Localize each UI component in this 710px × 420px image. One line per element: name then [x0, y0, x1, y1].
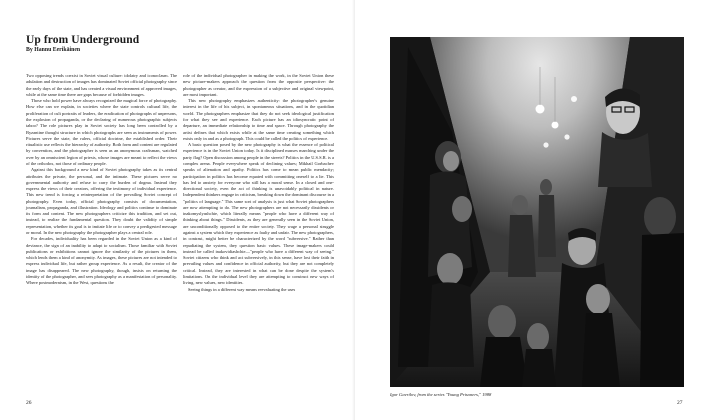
- paragraph: A basic question posed by the new photography is what the essence of political experience is in the Soviet Union today. Is it disciplined masses marching under the party flag? Open discussion among people in the streets? Politics in the U.S.S.R. is a complex arena. People everywhere speak of declining values; Mikhail Gorbachev speaks of alienation and apathy. Politics has come to mean public mendacity; participation in politics has become equated with committing oneself to a lie. This has led to anxiety for everyone who still has a moral sense. In a closed and one-directional society, even the act of thinking is unavoidably political in nature. Independent thinkers engage in criticism, breaking down the dominant discourse in a "politics of language." This same sort of analysis is just what Soviet photographers are now attempting to do. The new photographers are not necessarily dissidents or inakomyslyashchie, which literally means "people who have a different way of thinking about things." Dissidents, as they are generally seen in the Soviet Union, are unconditionally opposed to the entire society. They wage a personal struggle against a system which they experience as faulty and unfair. The new photographers, in contrast, might better be characterized by the word "subversive." Rather than repudiating the system, they question basic values. These image-makers could instead be called inakovidiashchie—"people who have a different way of seeing." Soviet citizens who think and act subversively, in this sense, have lost their faith in prevailing values and confidence in official authority, but they are not completely critical. Instead, they are interested in what can be done despite the system's limitations. On the individual level they are attempting to construct new ways of living, new values, new identities.: [183, 142, 334, 286]
- text-column-1: [26, 73, 177, 287]
- paragraph: Those who hold power have always recognized the magical force of photography. How else can we explain, in societies where the state controls cultural life, the proliferation of cult portraits of leaders, the eradication of photographs of unpersons, the explosion of propaganda, or the declaring of numerous photographic subjects taboo? The role pictures play in Soviet society has long been controlled by a Byzantine thought structure in which photographs are seen as instruments of power. Pictures serve the state, the rulers, official doctrine, the established order. Their ritualistic use reflects the hierarchy of authority. Both form and content are regulated by convention, and the photographer is seen as an anonymous craftsman, watched over by an omniscient legion of priests, whose images are meant to reflect the views of the orthodox, not those of ordinary people.: [26, 98, 177, 166]
- photograph-illustration: [390, 37, 684, 387]
- paragraph: role of the individual photographer in making the work, in the Soviet Union these new picture-makers approach the question from the opposite perspective: the photographer as creator, and the expression of a subjective and original viewpoint, are most important.: [183, 73, 334, 97]
- paragraph: Against this background a new kind of Soviet photography takes as its central attributes the private, the personal, and the intimate. These pictures serve no governmental authority and refuse to carry the burden of dogma. Instead they express the views of their creators, offering the testimony of individual experience. This new trend is forcing a reinterpretation of the prevailing Soviet concept of photography. Even today, official photography consists of documentation, journalism, propaganda, and illustration. Ideology and politics continue to dominate its form and content. The new photographers criticize this tradition, and set out, instead, to realize the fundamental question. They doubt the validity of simple representation, whether its goal is to imitate life or to convey a predigested message or moral. In the new photography the photographer plays a central role.: [26, 167, 177, 236]
- paragraph: This new photography emphasizes authenticity: the photographer's genuine interest in the life of his subject, in spontaneous situations, and in the quotidian world. The photographers emphasize that they do not seek ideological justification for what they see and experience. Each picture has an idiosyncratic point of departure, an immediate relationship to time and space. Through photography the artist defines that which exists while at the same time creating something which exists only in and as a photograph. This could be called the politics of experience.: [183, 98, 334, 141]
- paragraph: For decades, individuality has been regarded in the Soviet Union as a kind of deviance, the sign of an inability to adapt to socialism. Those familiar with Soviet publications or exhibitions cannot ignore the similarity of the pictures in them, which lends them a kind of anonymity. As images, these pictures are not intended to express individual life, but rather group experience. As a result, the creator of the image has disappeared. The new photography, though, insists on returning the identity of the photographer, and sees photography as a manifestation of personality. Where postmodernism, in the West, questions the: [26, 236, 177, 286]
- article-title: Up from Underground: [26, 34, 140, 46]
- paragraph: Two opposing trends coexist in Soviet visual culture: idolatry and iconoclasm. The adulation and destruction of images has dominated Soviet official photography since the early days of the state, and has created a visual environment of approved images, while at the same time there are gaps because of forbidden images.: [26, 73, 177, 97]
- text-column-2: [183, 73, 334, 293]
- article-byline: By Hannu Eerikäinen: [26, 47, 81, 53]
- photo-caption: Igor Gavrilov, from the series "Young Prisoners," 1988: [390, 392, 492, 397]
- page-number-left: 26: [26, 400, 32, 406]
- article-photograph: [390, 37, 684, 387]
- paragraph: Seeing things in a different way means reevaluating the uses: [188, 286, 296, 292]
- page-number-right: 27: [677, 400, 683, 406]
